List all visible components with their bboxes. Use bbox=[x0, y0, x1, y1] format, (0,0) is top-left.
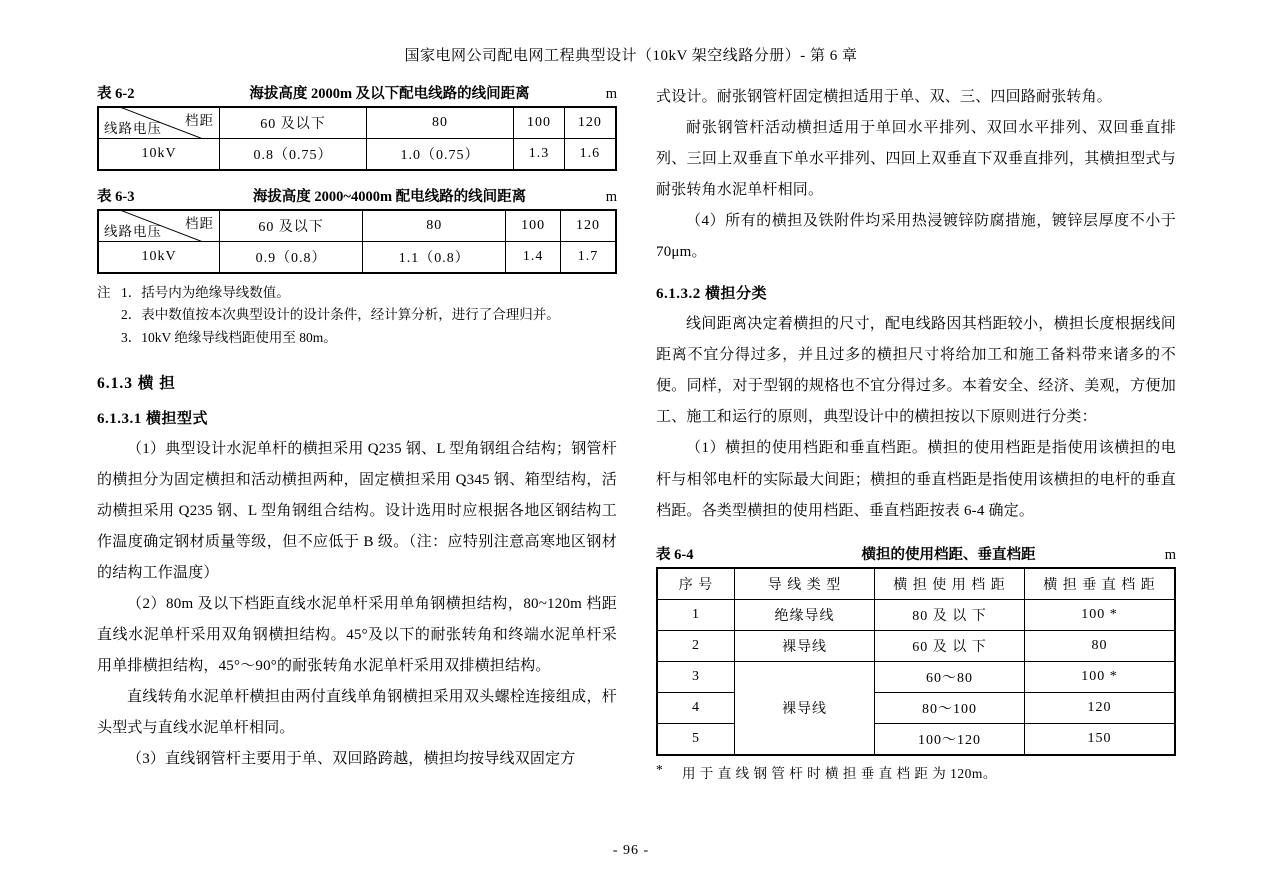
note-item: 1．括号内为绝缘导线数值。 bbox=[121, 285, 290, 300]
table-6-4-cell-type-merged: 裸导线 bbox=[735, 661, 875, 755]
table-6-3-corner-bottom: 线路电压 bbox=[104, 224, 162, 239]
paragraph-right-5: （1）横担的使用档距和垂直档距。横担的使用档距是指使用该横担的电杆与相邻电杆的实际最大间距；横担的垂直档距是指使用该横担的电杆的垂直档距。各类型横担的使用档距、垂直档距按表 6-4 确定。 bbox=[656, 440, 1176, 519]
table-6-2-corner-cell bbox=[98, 107, 220, 139]
table-header-row bbox=[657, 568, 1175, 600]
table-notes bbox=[97, 282, 617, 349]
table-row bbox=[657, 599, 1175, 630]
paragraph-left-4: （3）直线钢管杆主要用于单、双回路跨越，横担均按导线双固定方 bbox=[127, 751, 576, 768]
note-line bbox=[97, 282, 617, 304]
table-6-2-cell: 1.6 bbox=[564, 139, 616, 171]
note-spacer bbox=[97, 327, 121, 349]
table-6-4-title: 横担的使用档距、垂直档距 bbox=[861, 546, 1036, 563]
table-6-3-number: 表 6-3 bbox=[97, 189, 135, 205]
table-6-3-cell: 0.9（0.8） bbox=[220, 242, 363, 274]
table-6-4-cell-no: 1 bbox=[657, 599, 735, 630]
table-6-4-col-3: 横 担 垂 直 档 距 bbox=[1024, 568, 1175, 600]
table-6-4-cell-vspan: 80 bbox=[1024, 630, 1175, 661]
table-6-4-cell-span: 80～100 bbox=[875, 692, 1025, 723]
table-6-3-cell: 1.1（0.8） bbox=[363, 242, 506, 274]
table-6-4-cell-no: 2 bbox=[657, 630, 735, 661]
table-6-3-caption bbox=[97, 185, 617, 206]
table-6-2-cell: 0.8（0.75） bbox=[220, 139, 367, 171]
note-item: 3．10kV 绝缘导线档距使用至 80m。 bbox=[121, 329, 337, 345]
paragraph-right-4: 线间距离决定着横担的尺寸，配电线路因其档距较小，横担长度根据线间距离不宜分得过多，并且过多的横担尺寸将给加工和施工备料带来诸多的不便。同样，对于型钢的规格也不宜分得过多。本着安全、经济、美观，方便加工、施工和运行的原则，典型设计中的横担按以下原则进行分类： bbox=[656, 316, 1176, 426]
right-column bbox=[656, 82, 1176, 782]
page-number: - 96 - bbox=[612, 843, 650, 858]
table-6-4-cell-no: 5 bbox=[657, 723, 735, 755]
table-row bbox=[98, 242, 616, 274]
table-6-2-corner-bottom: 线路电压 bbox=[104, 121, 162, 136]
section-heading-6-1-3-2: 6.1.3.2 横担分类 bbox=[656, 286, 768, 303]
table-6-2-unit: m bbox=[605, 86, 617, 102]
table-6-3-title: 海拔高度 2000~4000m 配电线路的线间距离 bbox=[252, 189, 527, 205]
note-item: 2．表中数值按本次典型设计的设计条件，经计算分析，进行了合理归并。 bbox=[121, 307, 560, 323]
note-spacer bbox=[97, 304, 121, 326]
table-row bbox=[98, 107, 616, 139]
table-6-2-number: 表 6-2 bbox=[97, 86, 135, 102]
table-6-2-corner-top: 档距 bbox=[185, 113, 214, 128]
table-6-3-cell: 1.7 bbox=[560, 242, 616, 274]
paragraph-left-1: （1）典型设计水泥单杆的横担采用 Q235 钢、L 型角钢组合结构；钢管杆的横担分为固定横担和活动横担两种，固定横担采用 Q345 钢、箱型结构，活动横担采用 Q235 钢、L 型角钢组合结构。设计选用时应根据各地区钢结构工作温度确定钢材质量等级，但不应低于 B 级。（注：应特别注意高寒地区钢材的结构工作温度） bbox=[97, 440, 617, 581]
table-6-4-cell-vspan: 100 * bbox=[1024, 661, 1175, 692]
paragraph-left-2: （2）80m 及以下档距直线水泥单杆采用单角钢横担结构，80~120m 档距直线水泥单杆采用双角钢横担结构。45°及以下的耐张转角和终端水泥单杆采用单排横担结构，45°～90°的耐张转角水泥单杆采用双排横担结构。 bbox=[97, 596, 617, 675]
table-6-2-col-1: 80 bbox=[367, 107, 514, 139]
table-6-3-corner-cell bbox=[98, 210, 220, 242]
table-6-4-cell-span: 80 及 以 下 bbox=[875, 599, 1025, 630]
running-header: 国家电网公司配电网工程典型设计（10kV 架空线路分册）- 第 6 章 bbox=[404, 48, 858, 64]
table-6-4-unit: m bbox=[1164, 546, 1176, 563]
section-heading-6-1-3: 6.1.3 横 担 bbox=[97, 374, 176, 392]
table-6-3-row-label: 10kV bbox=[98, 242, 220, 274]
table-6-4-col-1: 导 线 类 型 bbox=[735, 568, 875, 600]
table-6-4-cell-span: 60～80 bbox=[875, 661, 1025, 692]
table-6-4-cell-type: 裸导线 bbox=[735, 630, 875, 661]
table-6-4-footnote-text: 用 于 直 线 钢 管 杆 时 横 担 垂 直 档 距 为 120m。 bbox=[682, 765, 997, 781]
table-6-3-corner-top: 档距 bbox=[185, 216, 214, 231]
table-6-4-footnote-star: * bbox=[656, 761, 664, 777]
table-6-4-col-2: 横 担 使 用 档 距 bbox=[875, 568, 1025, 600]
table-6-3-col-1: 80 bbox=[363, 210, 506, 242]
table-6-2-title: 海拔高度 2000m 及以下配电线路的线间距离 bbox=[249, 86, 530, 102]
table-6-4-col-0: 序 号 bbox=[657, 568, 735, 600]
table-6-2-cell: 1.3 bbox=[514, 139, 565, 171]
table-6-4-cell-vspan: 100 * bbox=[1024, 599, 1175, 630]
paragraph-right-2: 耐张钢管杆活动横担适用于单回水平排列、双回水平排列、双回垂直排列、三回上双垂直下单水平排列、四回上双垂直下双垂直排列，其横担型式与耐张转角水泥单杆相同。 bbox=[656, 120, 1176, 199]
table-row bbox=[657, 630, 1175, 661]
table-6-3-col-0: 60 及以下 bbox=[220, 210, 363, 242]
notes-label: 注 bbox=[97, 285, 111, 300]
table-6-2-col-0: 60 及以下 bbox=[220, 107, 367, 139]
table-6-2-col-3: 120 bbox=[564, 107, 616, 139]
paragraph-right-3: （4）所有的横担及铁附件均采用热浸镀锌防腐措施，镀锌层厚度不小于 70μm。 bbox=[656, 213, 1176, 261]
left-column bbox=[97, 82, 617, 775]
table-6-4-footnote bbox=[656, 762, 1176, 782]
table-6-4-caption bbox=[656, 543, 1176, 564]
table-6-4-cell-type: 绝缘导线 bbox=[735, 599, 875, 630]
table-row bbox=[98, 139, 616, 171]
table-6-3-unit: m bbox=[605, 189, 617, 205]
table-6-4 bbox=[656, 567, 1176, 756]
table-row bbox=[657, 661, 1175, 692]
paragraph-right-1: 式设计。耐张钢管杆固定横担适用于单、双、三、四回路耐张转角。 bbox=[656, 89, 1113, 105]
table-6-2 bbox=[97, 106, 617, 171]
table-6-3-col-3: 120 bbox=[560, 210, 616, 242]
table-6-2-row-label: 10kV bbox=[98, 139, 220, 171]
table-6-3 bbox=[97, 209, 617, 274]
paragraph-left-3: 直线转角水泥单杆横担由两付直线单角钢横担采用双头螺栓连接组成，杆头型式与直线水泥单杆相同。 bbox=[97, 689, 617, 737]
section-heading-6-1-3-1: 6.1.3.1 横担型式 bbox=[97, 410, 209, 427]
note-line bbox=[97, 327, 617, 349]
table-row bbox=[98, 210, 616, 242]
table-6-4-number: 表 6-4 bbox=[656, 546, 694, 563]
note-line bbox=[97, 304, 617, 326]
table-6-4-cell-no: 3 bbox=[657, 661, 735, 692]
table-6-4-cell-span: 60 及 以 下 bbox=[875, 630, 1025, 661]
table-6-4-cell-span: 100～120 bbox=[875, 723, 1025, 755]
table-6-4-cell-vspan: 120 bbox=[1024, 692, 1175, 723]
table-6-2-caption bbox=[97, 82, 617, 103]
table-6-2-cell: 1.0（0.75） bbox=[367, 139, 514, 171]
table-6-3-col-2: 100 bbox=[506, 210, 561, 242]
table-6-4-cell-vspan: 150 bbox=[1024, 723, 1175, 755]
table-6-4-cell-no: 4 bbox=[657, 692, 735, 723]
table-6-3-cell: 1.4 bbox=[506, 242, 561, 274]
table-6-2-col-2: 100 bbox=[514, 107, 565, 139]
